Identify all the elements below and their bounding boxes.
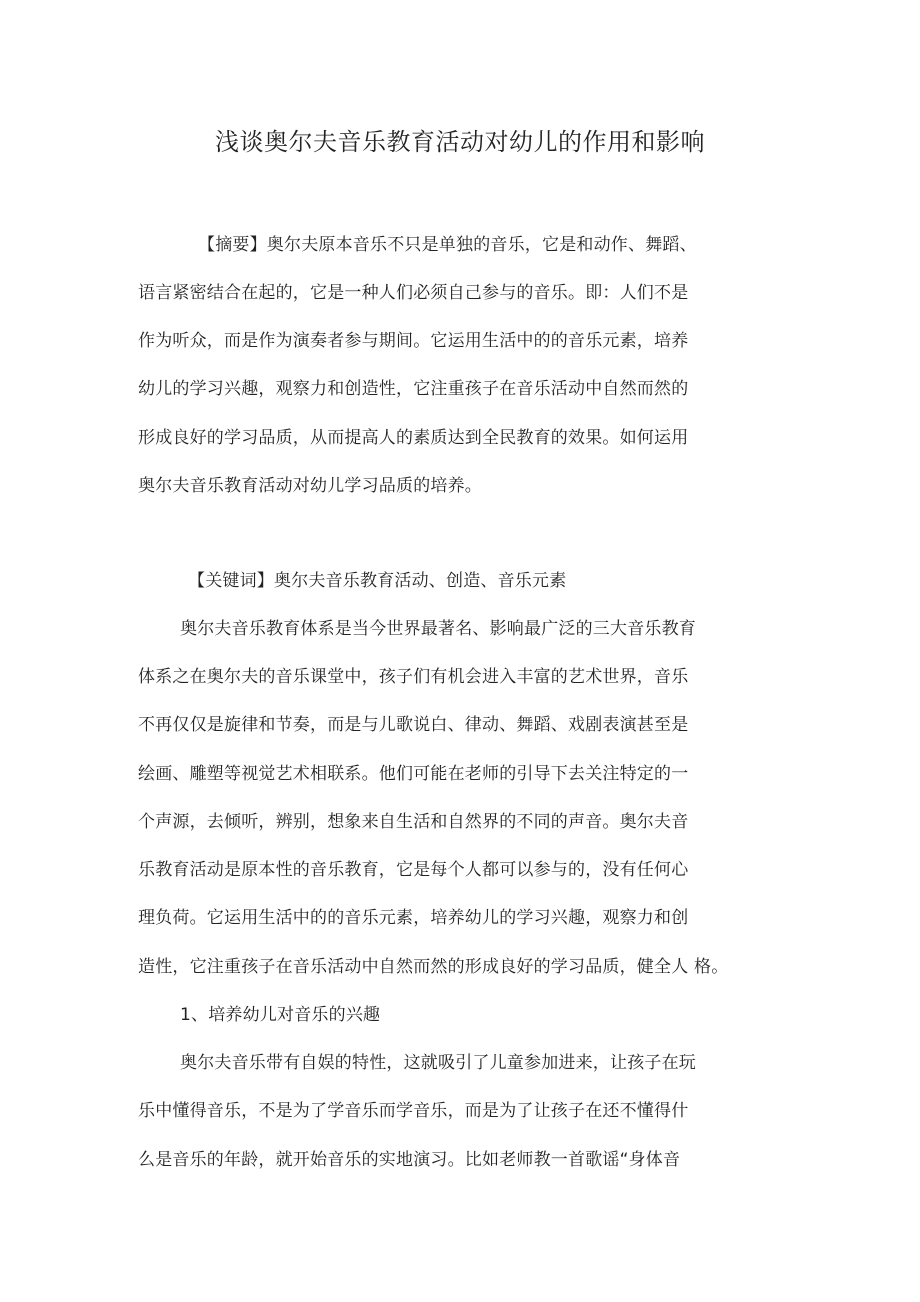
- document-title: 浅谈奥尔夫音乐教育活动对幼儿的作用和影响: [215, 128, 705, 156]
- section-line: 么是音乐的年龄，就开始音乐的实地演习。比如老师教一首歌谣“身体音: [138, 1150, 681, 1170]
- body-line: 奥尔夫音乐教育体系是当今世界最著名、影响最广泛的三大音乐教育: [180, 619, 696, 639]
- abstract-line: 作为听众，而是作为演奏者参与期间。它运用生活中的的音乐元素，培养: [138, 331, 689, 351]
- body-line: 不再仅仅是旋律和节奏，而是与儿歌说白、律动、舞蹈、戏剧表演甚至是: [138, 715, 689, 735]
- section-line: 乐中懂得音乐，不是为了学音乐而学音乐，而是为了让孩子在还不懂得什: [138, 1101, 689, 1121]
- body-line: 体系之在奥尔夫的音乐课堂中，孩子们有机会进入丰富的艺术世界，音乐: [138, 667, 689, 687]
- body-line: 理负荷。它运用生活中的的音乐元素，培养幼儿的学习兴趣，观察力和创: [138, 908, 689, 928]
- keywords-line: 【关键词】奥尔夫音乐教育活动、创造、音乐元素: [188, 571, 567, 591]
- abstract-line: 形成良好的学习品质，从而提高人的素质达到全民教育的效果。如何运用: [138, 428, 689, 448]
- section-heading: 1、培养幼儿对音乐的兴趣: [180, 1005, 381, 1025]
- abstract-line: 奥尔夫音乐教育活动对幼儿学习品质的培养。: [138, 476, 482, 496]
- body-line: 乐教育活动是原本性的音乐教育，它是每个人都可以参与的，没有任何心: [138, 860, 689, 880]
- abstract-line: 【摘要】奥尔夫原本音乐不只是单独的音乐，它是和动作、舞蹈、: [198, 235, 697, 255]
- body-line: 绘画、雕塑等视觉艺术相联系。他们可能在老师的引导下去关注特定的一: [138, 764, 689, 784]
- abstract-line: 幼儿的学习兴趣，观察力和创造性，它注重孩子在音乐活动中自然而然的: [138, 379, 689, 399]
- section-line: 奥尔夫音乐带有自娱的特性，这就吸引了儿童参加进来，让孩子在玩: [180, 1053, 696, 1073]
- body-line: 个声源，去倾听，辨别，想象来自生活和自然界的不同的声音。奥尔夫音: [138, 812, 689, 832]
- abstract-line: 语言紧密结合在起的，它是一种人们必须自己参与的音乐。即：人们不是: [138, 283, 689, 303]
- body-line: 造性，它注重孩子在音乐活动中自然而然的形成良好的学习品质，健全人 格。: [138, 957, 729, 977]
